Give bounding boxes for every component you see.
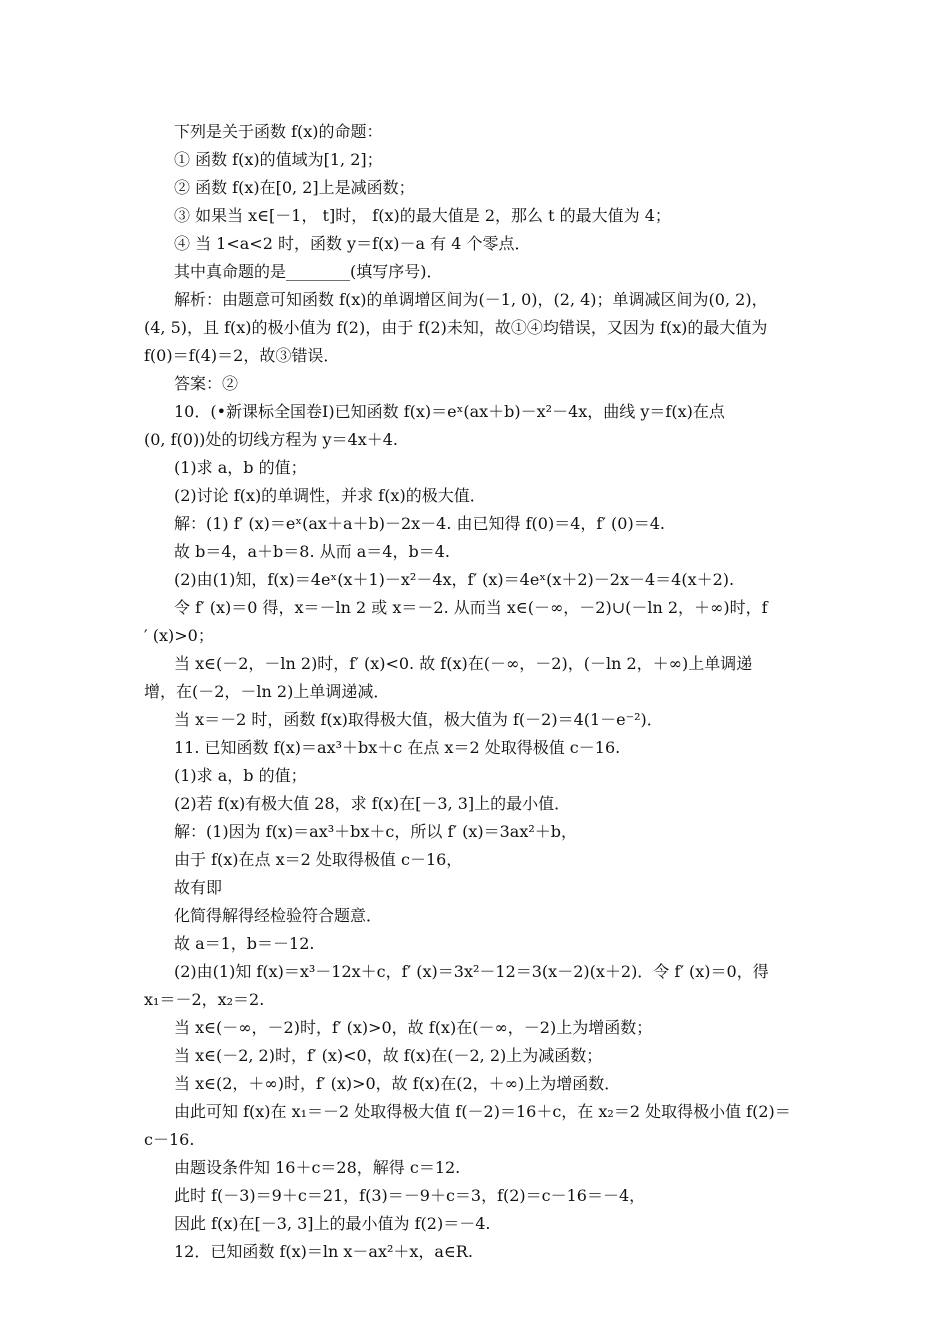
text-line: 解：(1)因为 f(x)＝ax³＋bx＋c，所以 f′ (x)＝3ax²＋b，: [174, 822, 578, 841]
text-line: ② 函数 f(x)在[0, 2]上是减函数；: [174, 178, 415, 197]
text-line: 当 x∈(－∞，－2)时，f′ (x)>0，故 f(x)在(－∞，－2)上为增函数；: [174, 1018, 653, 1037]
text-line: (2)若 f(x)有极大值 28，求 f(x)在[－3, 3]上的最小值．: [174, 794, 571, 813]
text-line: ③ 如果当 x∈[－1， t]时， f(x)的最大值是 2，那么 t 的最大值为 4；: [174, 206, 671, 225]
text-line: 由题设条件知 16＋c＝28，解得 c＝12.: [174, 1158, 461, 1177]
text-line: 解：(1) f′ (x)＝eˣ(ax＋a＋b)－2x－4. 由已知得 f(0)＝4，f′ (0)＝4.: [174, 514, 665, 533]
text-line: 故 b＝4，a＋b＝8. 从而 a＝4，b＝4.: [174, 542, 450, 561]
text-line: 其中真命题的是________(填写序号)．: [174, 262, 443, 281]
text-line: 化简得解得经检验符合题意．: [174, 906, 383, 925]
text-line: 因此 f(x)在[－3, 3]上的最小值为 f(2)＝－4.: [174, 1214, 491, 1233]
text-line: (4, 5)，且 f(x)的极小值为 f(2)，由于 f(2)未知，故①④均错误，又因为 f(x)的最大值为: [144, 318, 768, 337]
text-line: (0, f(0))处的切线方程为 y＝4x＋4.: [144, 430, 399, 449]
text-line: 解析：由题意可知函数 f(x)的单调增区间为(－1, 0)，(2, 4)；单调减区间为(0, 2)，: [174, 290, 768, 309]
text-line: 增，在(－2，－ln 2)上单调递减．: [144, 682, 390, 701]
text-line: ① 函数 f(x)的值域为[1, 2]；: [174, 150, 383, 169]
text-line: 11. 已知函数 f(x)＝ax³＋bx＋c 在点 x＝2 处取得极值 c－16.: [174, 738, 621, 757]
text-line: (2)讨论 f(x)的单调性，并求 f(x)的极大值．: [174, 486, 486, 505]
text-line: ④ 当 1<a<2 时，函数 y＝f(x)－a 有 4 个零点．: [174, 234, 531, 253]
text-line: (2)由(1)知，f(x)＝4eˣ(x＋1)－x²－4x，f′ (x)＝4eˣ(x＋2)－2x－4＝4(x＋2).: [174, 570, 735, 589]
text-line: 下列是关于函数 f(x)的命题：: [174, 122, 383, 141]
text-line: 令 f′ (x)＝0 得，x＝－ln 2 或 x＝－2. 从而当 x∈(－∞，－2)∪(－ln 2，＋∞)时，f: [174, 598, 768, 617]
text-line: x₁＝－2，x₂＝2.: [144, 990, 265, 1009]
text-line: 答案：②: [174, 374, 239, 393]
text-line: 当 x∈(－2，－ln 2)时，f′ (x)<0. 故 f(x)在(－∞，－2)，(－ln 2，＋∞)上单调递: [174, 654, 753, 673]
text-line: 12．已知函数 f(x)＝ln x－ax²＋x，a∈R.: [174, 1242, 473, 1261]
text-line: f(0)＝f(4)＝2，故③错误．: [144, 346, 340, 365]
text-line: (1)求 a，b 的值；: [174, 458, 307, 477]
text-line: 由此可知 f(x)在 x₁＝－2 处取得极大值 f(－2)＝16＋c，在 x₂＝2 处取得极小值 f(2)＝: [174, 1102, 791, 1121]
text-line: 10．(•新课标全国卷Ⅰ)已知函数 f(x)＝eˣ(ax＋b)－x²－4x，曲线 y＝f(x)在点: [174, 402, 725, 421]
text-line: (1)求 a，b 的值；: [174, 766, 307, 785]
text-line: 故 a＝1，b＝－12.: [174, 934, 315, 953]
text-line: 当 x∈(2，＋∞)时，f′ (x)>0，故 f(x)在(2，＋∞)上为增函数．: [174, 1074, 621, 1093]
text-line: 故有即: [174, 878, 223, 897]
text-line: 此时 f(－3)＝9＋c＝21，f(3)＝－9＋c＝3，f(2)＝c－16＝－4，: [174, 1186, 646, 1205]
text-line: (2)由(1)知 f(x)＝x³－12x＋c，f′ (x)＝3x²－12＝3(x－2)(x＋2)．令 f′ (x)＝0，得: [174, 962, 769, 981]
text-line: 由于 f(x)在点 x＝2 处取得极值 c－16，: [174, 850, 463, 869]
text-line: 当 x∈(－2, 2)时，f′ (x)<0，故 f(x)在(－2, 2)上为减函数；: [174, 1046, 603, 1065]
text-line: 当 x＝－2 时，函数 f(x)取得极大值，极大值为 f(－2)＝4(1－e⁻²)．: [174, 710, 663, 729]
text-line: c－16.: [144, 1130, 195, 1149]
text-line: ′ (x)>0；: [144, 626, 214, 645]
